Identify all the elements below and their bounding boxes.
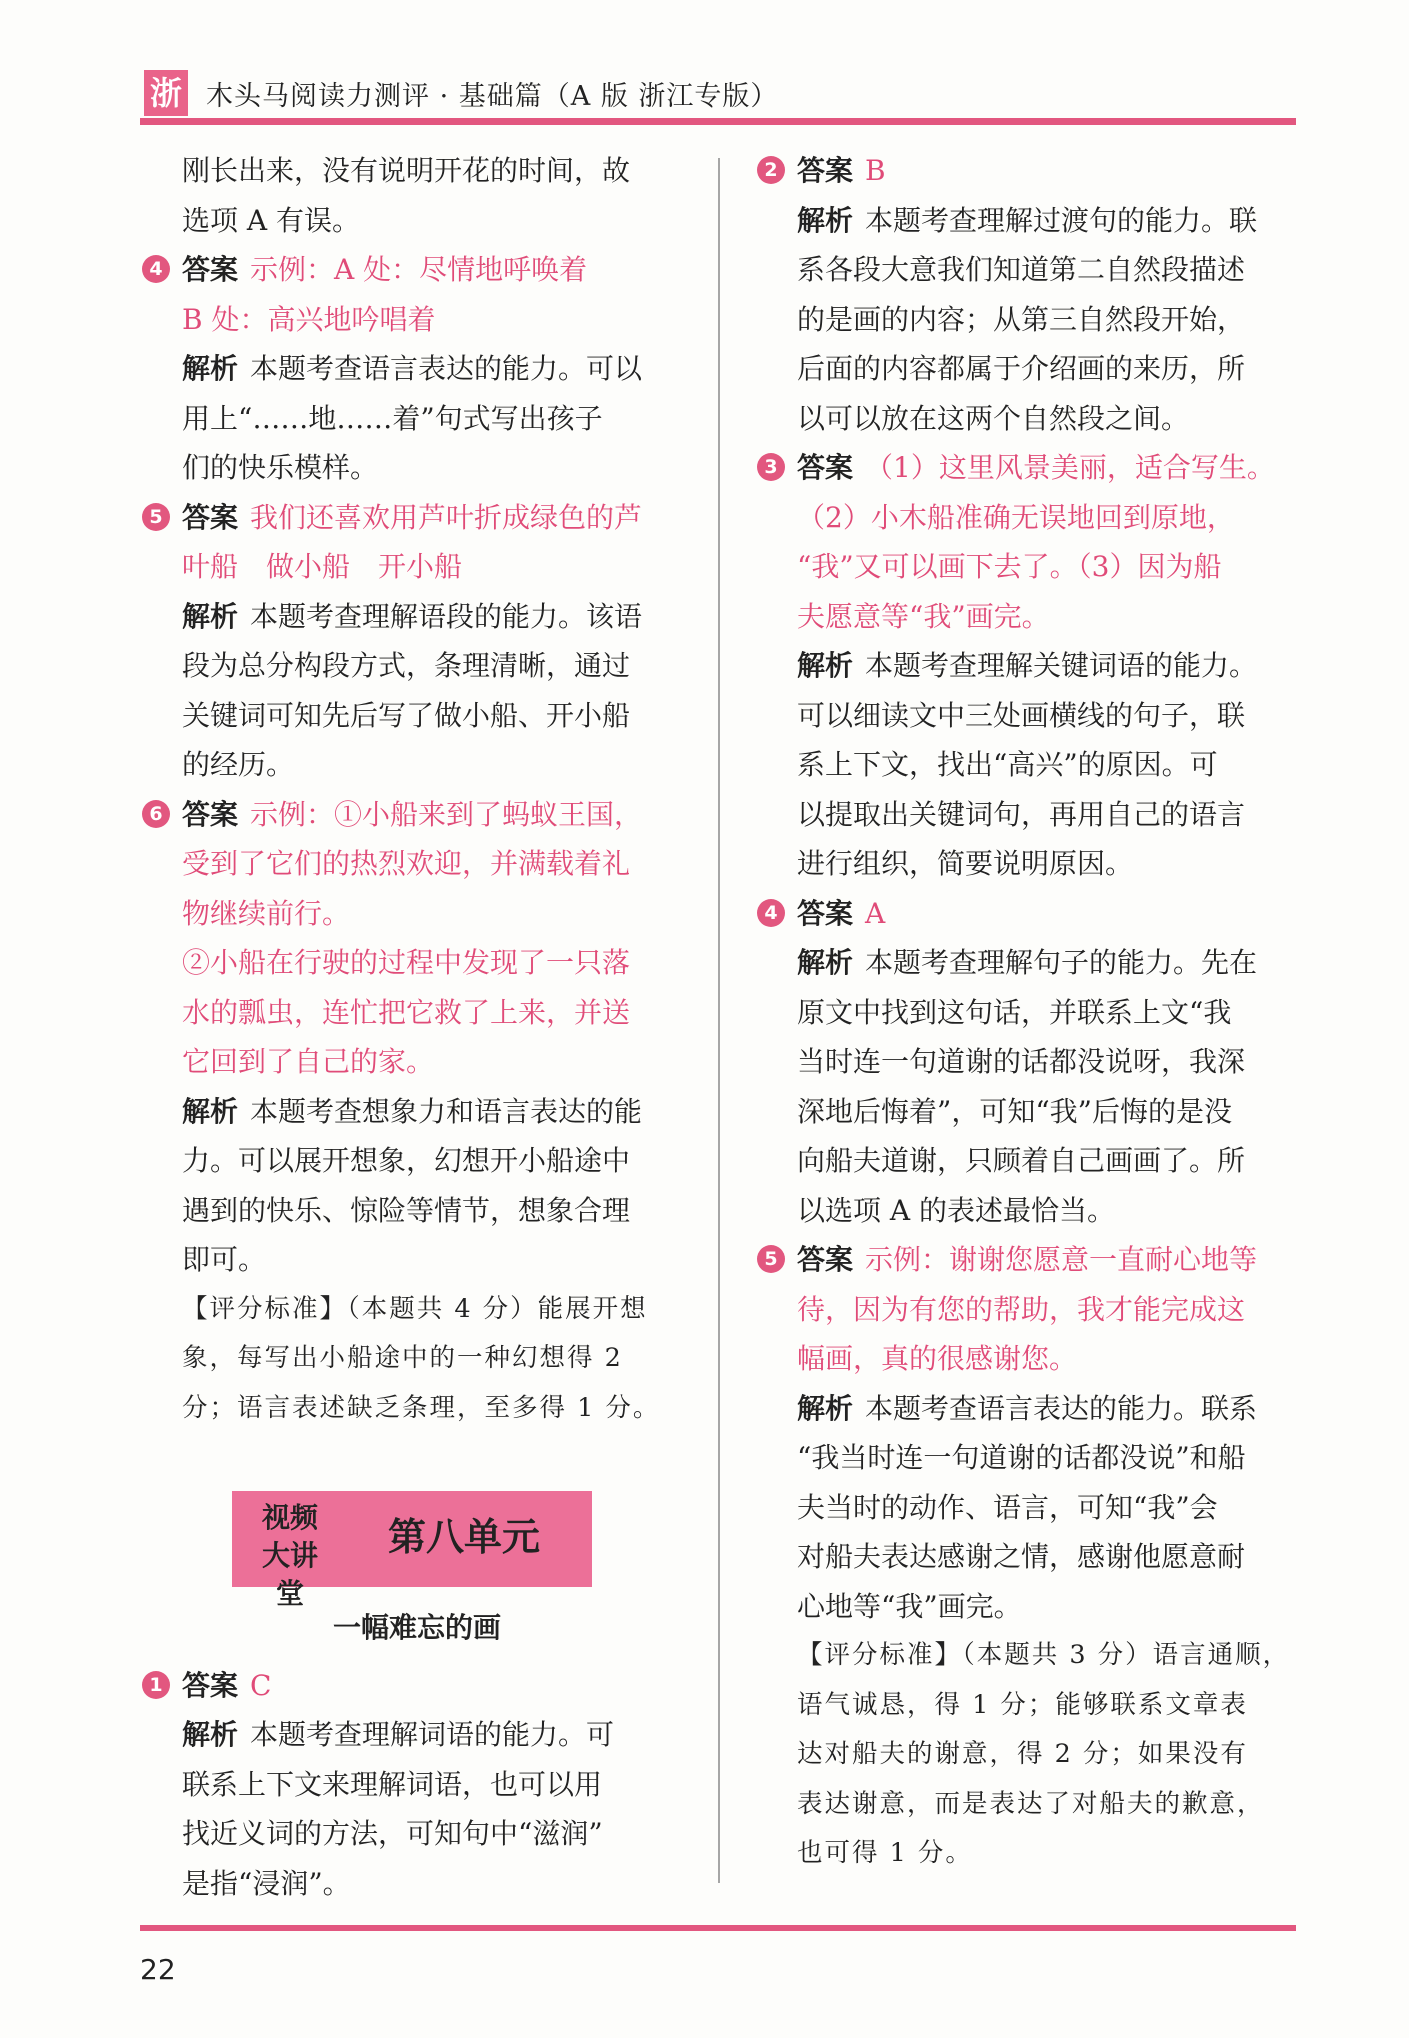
answer-label: 答案 (797, 154, 854, 187)
answer-label: 答案 (797, 451, 854, 484)
question-1: 1 答案 C 解析 本题考查理解词语的能力。可 联系上下文来理解词语，也可以用 找近义词的方法，可知句中“滋润” 是指“浸润”。 (142, 1661, 687, 1909)
question-5: 5 答案 我们还喜欢用芦叶折成绿色的芦 叶船 做小船 开小船 解析 本题考查理解语段的能力。该语 段为总分构段方式，条理清晰，通过 关键词可知先后写了做小船、开小船 的经历。 (142, 493, 687, 790)
footer-rule (140, 1925, 1296, 1931)
question-2: 2 答案 B 解析 本题考查理解过渡句的能力。联 系各段大意我们知道第二自然段描述 的是画的内容；从第三自然段开始， 后面的内容都属于介绍画的来历，所 以可以放在这两个自然段之间。 (757, 146, 1297, 443)
continued-analysis: 刚长出来，没有说明开花的时间，故 选项 A 有误。 (182, 154, 631, 237)
answer-label: 答案 (182, 1668, 239, 1702)
question-number: 1 (142, 1671, 170, 1699)
answer-label: 答案 (182, 797, 239, 831)
question-3: 3 答案 （1）这里风景美丽，适合写生。 （2）小木船准确无误地回到原地， “我”又可以画下去了。（3）因为船 夫愿意等“我”画完。 解析 本题考查理解关键词语的能力。 可以细读文中三处画横线的句子，联 系上下文，找出“高兴”的原因。可 以提取出关键词句，再用自己的语言 进行组织，简要说明原因。 (757, 443, 1297, 889)
page-number: 22 (140, 1953, 176, 1986)
question-4-right: 4 答案 A 解析 本题考查理解句子的能力。先在 原文中找到这句话，并联系上文“我 当时连一句道谢的话都没说呀，我深 深地后悔着”，可知“我”后悔的是没 向船夫道谢，只顾着自己画画了。所 以选项 A 的表述最恰当。 (757, 889, 1297, 1236)
question-number: 2 (757, 156, 785, 184)
lesson-title: 一幅难忘的画 (332, 1611, 501, 1644)
answer-text: B 处：高兴地吟唱着 (182, 302, 436, 336)
question-5-right: 5 答案 示例：谢谢您愿意一直耐心地等 待，因为有您的帮助，我才能完成这 幅画，真的很感谢您。 解析 本题考查语言表达的能力。联系 “我当时连一句道谢的话都没说”和船 夫当时的动作、语言，可知“我”会 对船夫表达感谢之情，感谢他愿意耐 心地等“我”画完。 【评分标准】（本题共 3 分）语言通顺， 语气诚恳，得 1 分；能够联系文章表 达对船夫的谢意，得 2 分；如果没有 表达谢意，而是表达了对船夫的歉意， 也可得 1 分。 (757, 1235, 1297, 1879)
unit-title: 第八单元 (388, 1515, 541, 1559)
question-number: 3 (757, 453, 785, 481)
question-number: 6 (142, 800, 170, 828)
answer-label: 答案 (182, 253, 239, 286)
analysis-label: 解析 (182, 1094, 239, 1128)
answer-label: 答案 (797, 1243, 854, 1276)
answer-text: 示例：A 处：尽情地呼唤着 (250, 253, 588, 286)
question-6: 6 答案 示例：①小船来到了蚂蚁王国， 受到了它们的热烈欢迎，并满载着礼 物继续前行。 ②小船在行驶的过程中发现了一只落 水的瓢虫，连忙把它救了上来，并送 它回到了自己的家。 解析 本题考查想象力和语言表达的能 力。可以展开想象，幻想开小船途中 遇到的快乐、惊险等情节，想象合理 即可。 【评分标准】（本题共 4 分）能展开想 象，每写出小船途中的一种幻想得 2 分；语言表述缺乏条理，至多得 1 分。 (142, 790, 687, 1434)
analysis-label: 解析 (797, 1391, 854, 1425)
answer-label: 答案 (797, 896, 854, 930)
left-column (142, 146, 687, 1908)
province-badge: 浙 (144, 70, 188, 116)
question-number: 4 (757, 899, 785, 927)
unit-banner (232, 1491, 592, 1610)
scoring-criteria: 【评分标准】（本题共 3 分）语言通顺， (797, 1640, 1291, 1670)
page-header (140, 64, 1296, 122)
book-title: 木头马阅读力测评 · 基础篇（A 版 浙江专版） (206, 81, 779, 112)
question-number: 5 (142, 503, 170, 531)
analysis-label: 解析 (797, 649, 854, 682)
question-number: 4 (142, 255, 170, 283)
analysis-label: 解析 (182, 352, 239, 385)
scoring-criteria: 【评分标准】（本题共 4 分）能展开想 (182, 1293, 648, 1324)
column-divider (718, 158, 720, 1883)
right-column (757, 146, 1297, 1879)
analysis-label: 解析 (797, 203, 854, 237)
analysis-label: 解析 (182, 1718, 239, 1751)
question-4: 4 答案 示例：A 处：尽情地呼唤着 B 处：高兴地吟唱着 解析 本题考查语言表达的能力。可以 用上“……地……着”句式写出孩子 们的快乐模样。 (142, 245, 687, 493)
analysis-label: 解析 (182, 599, 239, 633)
header-rule (140, 118, 1296, 125)
video-lecture-label: 视频 大讲堂 (261, 1501, 318, 1610)
analysis-text: 本题考查语言表达的能力。可以 (250, 352, 643, 385)
analysis-label: 解析 (797, 946, 854, 979)
question-number: 5 (757, 1245, 785, 1273)
answer-text: 我们还喜欢用芦叶折成绿色的芦 (250, 500, 643, 534)
answer-label: 答案 (182, 500, 239, 534)
